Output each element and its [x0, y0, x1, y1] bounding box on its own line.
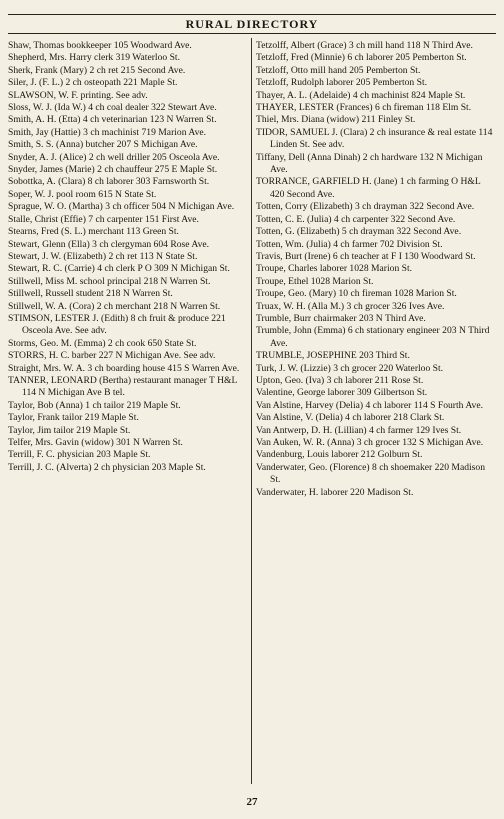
page-title: RURAL DIRECTORY: [185, 17, 319, 31]
entry-text: Thayer, A. L. (Adelaide) 4 ch machinist 824 Maple St.: [256, 89, 466, 101]
directory-entry: [8, 288, 248, 300]
page-number: 27: [246, 796, 258, 808]
entry-text: Sprague, W. O. (Martha) 3 ch officer 504 N Michigan Ave.: [8, 201, 235, 213]
entry-text: THAYER, LESTER (Frances) 6 ch fireman 118 Elm St.: [256, 102, 472, 114]
entry-text: Troupe, Charles laborer 1028 Marion St.: [256, 263, 413, 275]
directory-entry: [8, 152, 248, 164]
entry-text: STORRS, H. C. barber 227 N Michigan Ave. See adv.: [8, 350, 216, 362]
directory-entry: [256, 102, 496, 114]
entry-text: Upton, Geo. (Iva) 3 ch laborer 211 Rose St.: [256, 374, 424, 386]
right-column: [256, 40, 496, 499]
entry-text: Travis, Burt (Irene) 6 ch teacher at F I 130 Woodward St.: [256, 250, 476, 262]
entry-text: Shaw, Thomas bookkeeper 105 Woodward Ave.: [8, 40, 192, 51]
entry-text: Sloss, W. J. (Ida W.) 4 ch coal dealer 322 Stewart Ave.: [8, 102, 217, 114]
entry-text: Troupe, Ethel 1028 Marion St.: [256, 275, 374, 287]
directory-entry: [8, 90, 248, 102]
directory-entry: [8, 276, 248, 288]
entry-text: Stewart, Glenn (Ella) 3 ch clergyman 604 Rose Ave.: [8, 238, 210, 250]
entry-text: Tetzloff, Fred (Minnie) 6 ch laborer 205 Pemberton St.: [256, 52, 467, 64]
directory-entry: [256, 412, 496, 424]
entry-text: Totten, Wm. (Julia) 4 ch farmer 702 Division St.: [256, 238, 443, 250]
directory-entry: [8, 214, 248, 226]
entry-text: Vanderwater, Geo. (Florence) 8 ch shoemaker 220 Madison St.: [256, 461, 485, 486]
directory-entry: [8, 65, 248, 77]
entry-text: TANNER, LEONARD (Bertha) restaurant manager T H&L 114 N Michigan Ave B tel.: [8, 374, 237, 399]
entry-text: Van Auken, W. R. (Anna) 3 ch grocer 132 S Michigan Ave.: [256, 437, 484, 448]
directory-entry: [256, 313, 496, 325]
directory-entry: [8, 400, 248, 412]
directory-entry: [256, 276, 496, 288]
directory-entry: [8, 251, 248, 263]
directory-entry: [8, 189, 248, 201]
entry-text: Snyder, James (Marie) 2 ch chauffeur 275 E Maple St.: [8, 164, 218, 176]
directory-entry: [256, 52, 496, 64]
entry-text: Straight, Mrs. W. A. 3 ch boarding house 415 S Warren Ave.: [8, 362, 240, 374]
directory-entry: [8, 363, 248, 375]
entry-text: Taylor, Frank tailor 219 Maple St.: [8, 412, 139, 424]
directory-entry: [8, 127, 248, 139]
entry-text: Smith, Jay (Hattie) 3 ch machinist 719 Marion Ave.: [8, 126, 207, 138]
directory-entry: [8, 139, 248, 151]
directory-entry: [8, 40, 248, 52]
directory-entry: [8, 350, 248, 362]
page-header: [8, 14, 496, 34]
directory-entry: [8, 164, 248, 176]
directory-entry: [256, 77, 496, 89]
entry-text: Stewart, R. C. (Carrie) 4 ch clerk P O 309 N Michigan St.: [8, 263, 230, 275]
directory-entry: [8, 338, 248, 350]
entry-text: Tetzloff, Rudolph laborer 205 Pemberton St.: [256, 77, 428, 89]
entry-text: Shepherd, Mrs. Harry clerk 319 Waterloo St.: [8, 52, 180, 64]
entry-text: Stewart, J. W. (Elizabeth) 2 ch ret 113 N State St.: [8, 250, 198, 262]
directory-entry: [256, 176, 496, 201]
directory-entry: [8, 114, 248, 126]
directory-entry: [256, 375, 496, 387]
entry-text: Tiffany, Dell (Anna Dinah) 2 ch hardware 132 N Michigan Ave.: [256, 151, 483, 176]
entry-text: SLAWSON, W. F. printing. See adv.: [8, 89, 148, 101]
directory-entry: [256, 363, 496, 375]
directory-entry: [8, 449, 248, 461]
entry-text: Trumble, John (Emma) 6 ch stationary engineer 203 N Third Ave.: [256, 325, 490, 349]
entry-text: Stillwell, Russell student 218 N Warren St.: [8, 288, 173, 300]
directory-entry: [8, 226, 248, 238]
entry-text: Terrill, F. C. physician 203 Maple St.: [8, 449, 151, 461]
entry-text: Vanderwater, H. laborer 220 Madison St.: [256, 486, 414, 498]
entry-text: Turk, J. W. (Lizzie) 3 ch grocer 220 Waterloo St.: [256, 362, 444, 374]
directory-entry: [256, 65, 496, 77]
directory-entry: [256, 127, 496, 152]
entry-text: Soper, W. J. pool room 615 N State St.: [8, 188, 157, 200]
entry-text: Stalle, Christ (Effie) 7 ch carpenter 151 First Ave.: [8, 213, 199, 225]
entry-text: Trumble, Burr chairmaker 203 N Third Ave.: [256, 312, 426, 324]
entry-text: Telfer, Mrs. Gavin (widow) 301 N Warren St.: [8, 437, 183, 448]
directory-entry: [8, 77, 248, 89]
entry-text: Sherk, Frank (Mary) 2 ch ret 215 Second Ave.: [8, 64, 186, 76]
directory-entry: [256, 449, 496, 461]
entry-text: Van Alstine, V. (Delia) 4 ch laborer 218 Clark St.: [256, 412, 445, 424]
directory-entry: [256, 214, 496, 226]
entry-text: Tetzloff, Otto mill hand 205 Pemberton St.: [256, 64, 421, 76]
entry-text: Smith, A. H. (Etta) 4 ch veterinarian 123 N Warren St.: [8, 114, 217, 126]
directory-entry: [256, 201, 496, 213]
entry-text: TORRANCE, GARFIELD H. (Jane) 1 ch farming O H&L 420 Second Ave.: [256, 176, 481, 200]
directory-entry: [256, 400, 496, 412]
entry-text: Taylor, Jim tailor 219 Maple St.: [8, 424, 131, 436]
entry-text: Stearns, Fred (S. L.) merchant 113 Green St.: [8, 226, 179, 238]
directory-entry: [8, 201, 248, 213]
entry-text: Sobottka, A. (Clara) 8 ch laborer 303 Farnsworth St.: [8, 176, 210, 188]
entry-text: Totten, C. E. (Julia) 4 ch carpenter 322 Second Ave.: [256, 213, 456, 225]
directory-entry: [256, 114, 496, 126]
entry-text: Totten, Corry (Elizabeth) 3 ch drayman 322 Second Ave.: [256, 201, 475, 213]
directory-entry: [256, 437, 496, 449]
directory-entry: [8, 239, 248, 251]
entry-text: Taylor, Bob (Anna) 1 ch tailor 219 Maple St.: [8, 399, 181, 411]
entry-text: Troupe, Geo. (Mary) 10 ch fireman 1028 Marion St.: [256, 288, 457, 300]
entry-text: Van Alstine, Harvey (Delia) 4 ch laborer 114 S Fourth Ave.: [256, 399, 483, 411]
directory-entry: [8, 263, 248, 275]
entry-text: Stillwell, Miss M. school principal 218 N Warren St.: [8, 275, 211, 287]
entry-text: Valentine, George laborer 309 Gilbertson St.: [256, 387, 428, 399]
entry-text: Thiel, Mrs. Diana (widow) 211 Finley St.: [256, 114, 416, 126]
directory-entry: [8, 301, 248, 313]
directory-entry: [8, 437, 248, 449]
column-divider: [251, 38, 252, 784]
entry-text: TIDOR, SAMUEL J. (Clara) 2 ch insurance & real estate 114 Linden St. See adv.: [256, 126, 493, 151]
directory-entry: [8, 52, 248, 64]
entry-text: Terrill, J. C. (Alverta) 2 ch physician 203 Maple St.: [8, 461, 206, 473]
entry-text: Stillwell, W. A. (Cora) 2 ch merchant 218 N Warren St.: [8, 300, 221, 312]
directory-entry: [256, 350, 496, 362]
left-column: [8, 40, 248, 474]
directory-entry: [256, 425, 496, 437]
directory-entry: [8, 102, 248, 114]
directory-entry: [8, 176, 248, 188]
entry-text: STIMSON, LESTER J. (Edith) 8 ch fruit & produce 221 Osceola Ave. See adv.: [8, 312, 226, 337]
entry-text: Van Antwerp, D. H. (Lillian) 4 ch farmer 129 Ives St.: [256, 424, 462, 436]
entry-text: Tetzolff, Albert (Grace) 3 ch mill hand 118 N Third Ave.: [256, 40, 473, 51]
directory-entry: [8, 375, 248, 400]
directory-entry: [256, 90, 496, 102]
directory-entry: [8, 412, 248, 424]
directory-entry: [256, 288, 496, 300]
directory-entry: [256, 462, 496, 487]
entry-text: Storms, Geo. M. (Emma) 2 ch cook 650 State St.: [8, 337, 197, 349]
directory-entry: [256, 487, 496, 499]
entry-text: TRUMBLE, JOSEPHINE 203 Third St.: [256, 350, 410, 362]
directory-entry: [256, 251, 496, 263]
entry-text: Smith, S. S. (Anna) butcher 207 S Michigan Ave.: [8, 139, 198, 151]
entry-text: Truax, W. H. (Alla M.) 3 ch grocer 326 Ives Ave.: [256, 300, 445, 312]
entry-text: Snyder, A. J. (Alice) 2 ch well driller 205 Osceola Ave.: [8, 151, 220, 163]
directory-entry: [256, 152, 496, 177]
directory-entry: [256, 325, 496, 350]
directory-entry: [256, 263, 496, 275]
directory-entry: [256, 226, 496, 238]
directory-entry: [256, 301, 496, 313]
directory-entry: [8, 462, 248, 474]
directory-entry: [256, 387, 496, 399]
directory-entry: [8, 425, 248, 437]
entry-text: Siler, J. (F. L.) 2 ch osteopath 221 Maple St.: [8, 77, 178, 89]
directory-entry: [8, 313, 248, 338]
entry-text: Totten, G. (Elizabeth) 5 ch drayman 322 Second Ave.: [256, 226, 462, 238]
directory-entry: [256, 239, 496, 251]
entry-text: Vandenburg, Louis laborer 212 Golburn St.: [256, 449, 423, 461]
directory-entry: [256, 40, 496, 52]
